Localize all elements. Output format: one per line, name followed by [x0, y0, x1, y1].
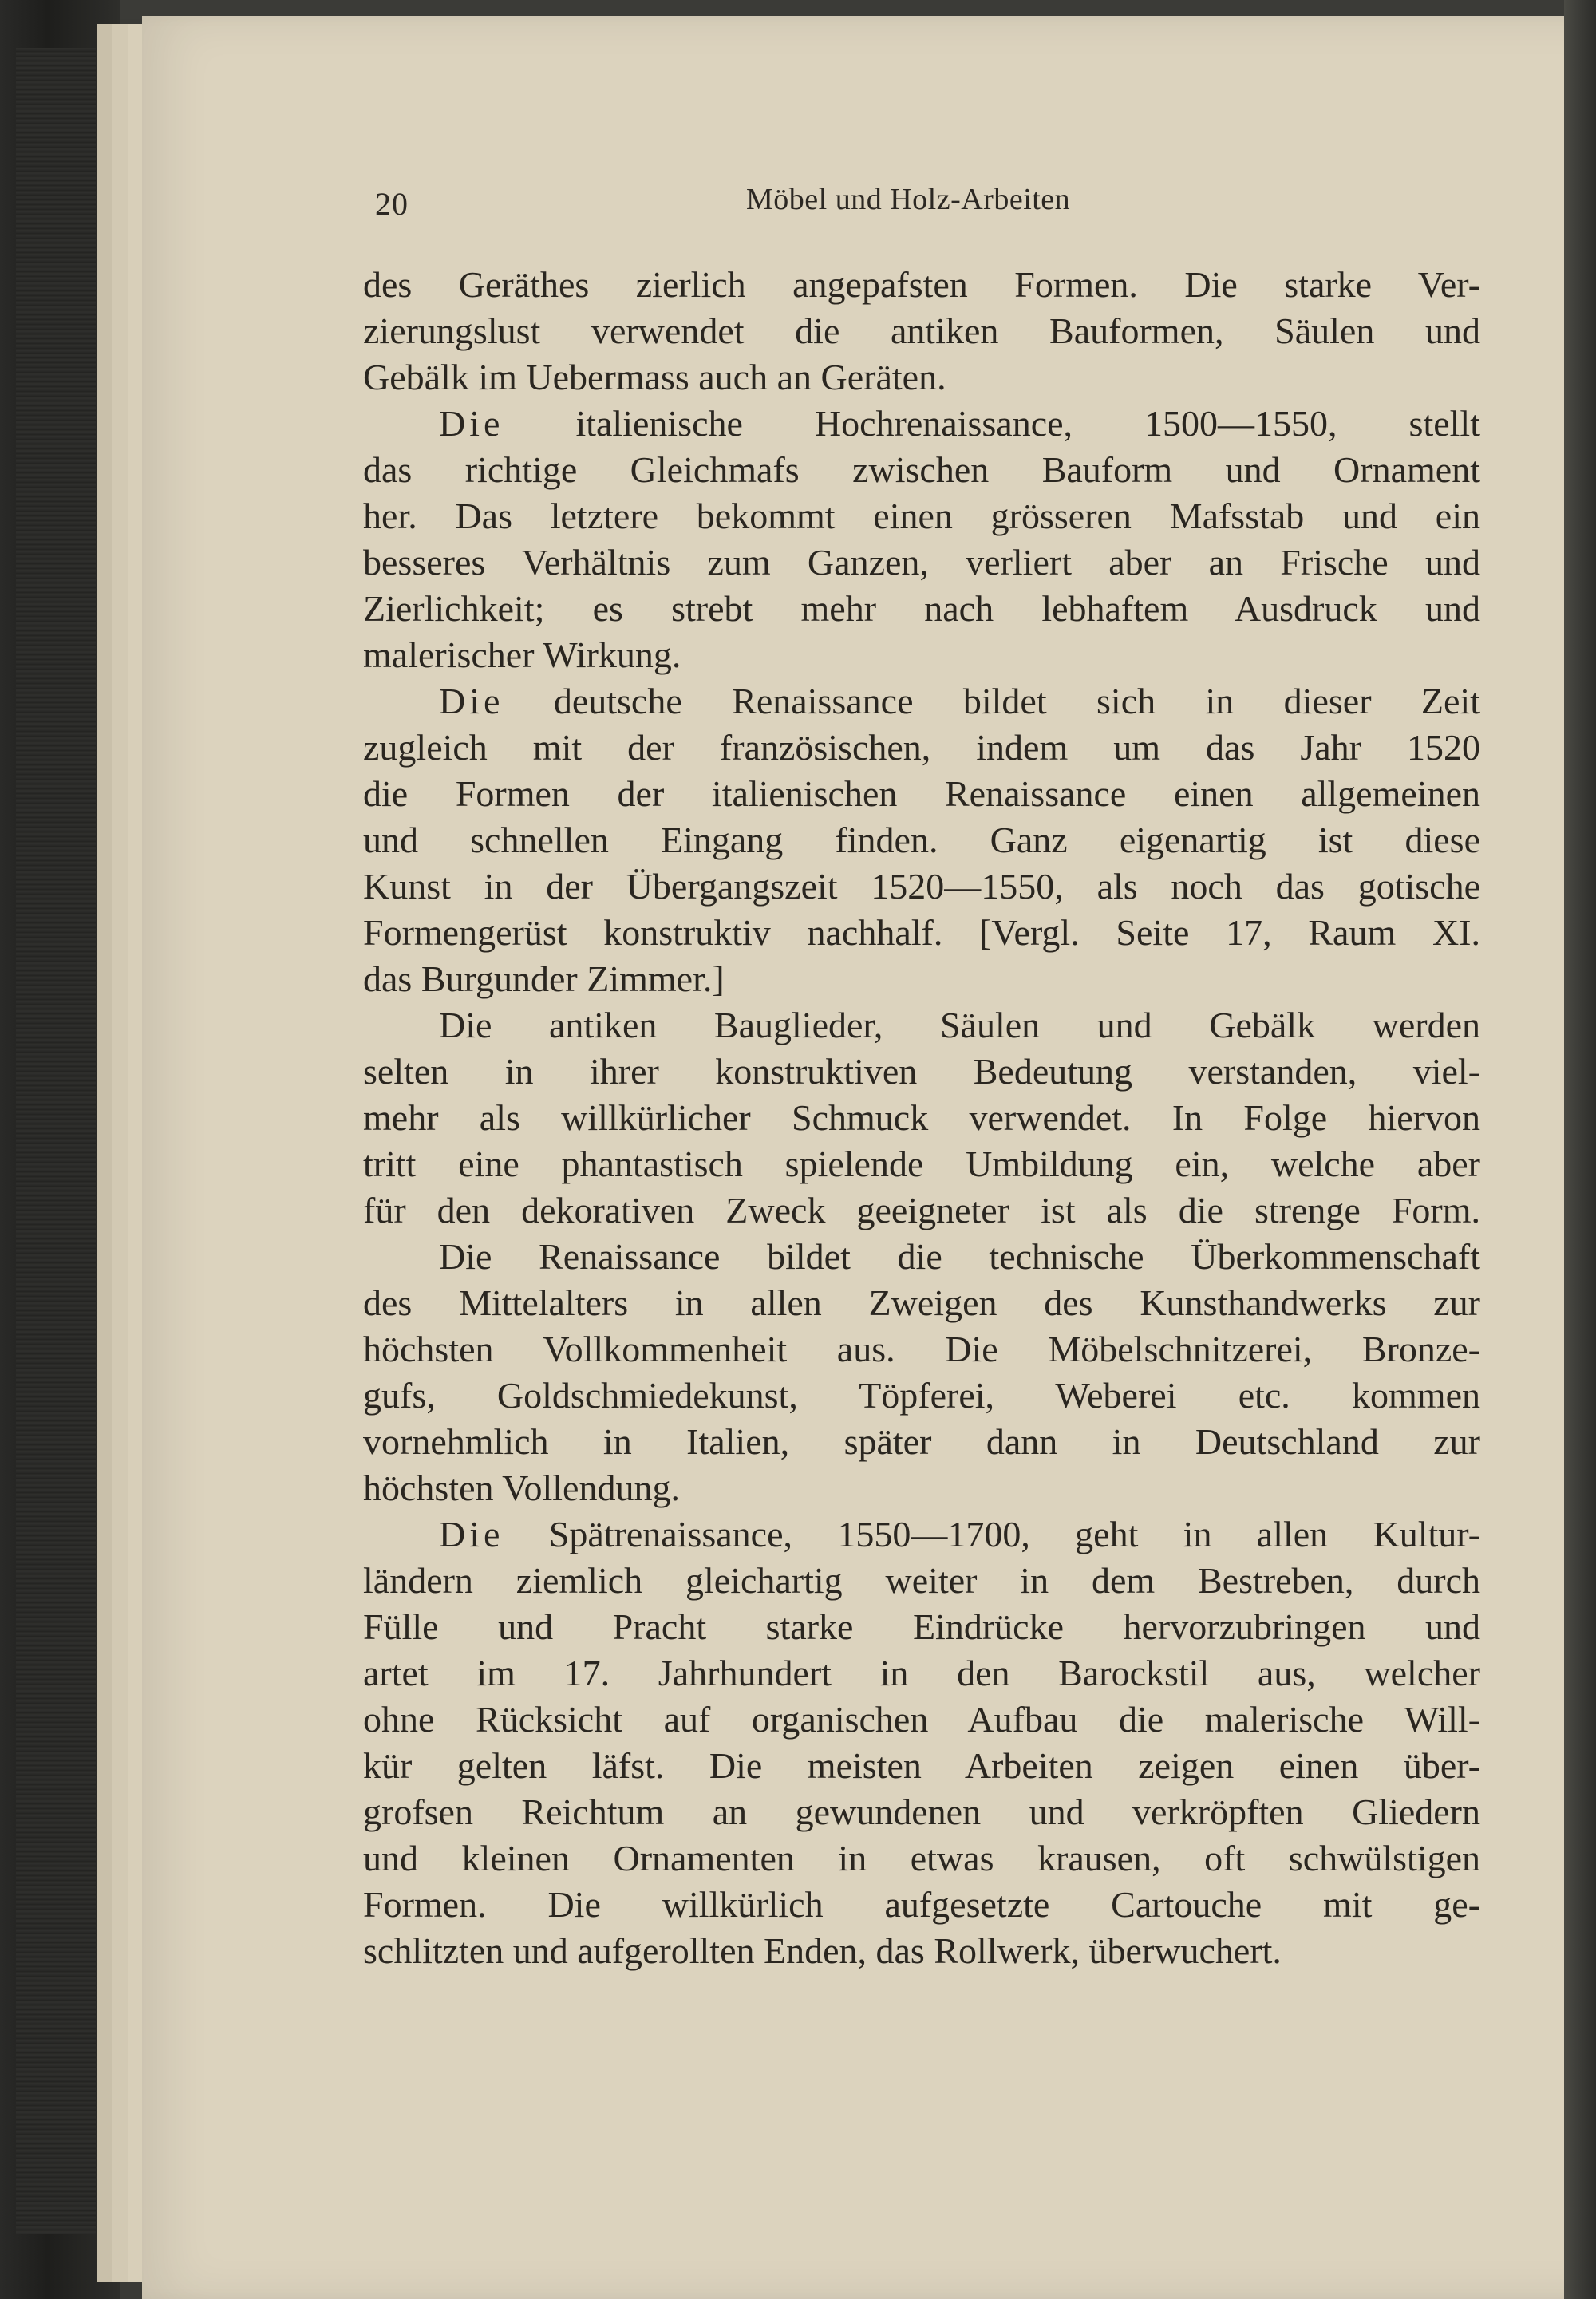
- text-line: Kunst in der Übergangszeit 1520—1550, als noch das gotische: [363, 866, 1480, 907]
- text-line: tritt eine phantastisch spielende Umbildung ein, welche aber: [363, 1144, 1480, 1184]
- text-line: gufs, Goldschmiedekunst, Töpferei, Weberei etc. kommen: [363, 1375, 1480, 1416]
- text-line: ländern ziemlich gleichartig weiter in dem Bestreben, durch: [363, 1560, 1480, 1601]
- text-line: des Mittelalters in allen Zweigen des Kunsthandwerks zur: [363, 1282, 1480, 1323]
- spaced-lead-word: Die: [439, 1514, 504, 1554]
- text-line: und schnellen Eingang finden. Ganz eigenartig ist diese: [363, 820, 1480, 860]
- text-line: Fülle und Pracht starke Eindrücke hervorzubringen und: [363, 1606, 1480, 1647]
- text-line: vornehmlich in Italien, später dann in Deutschland zur: [363, 1421, 1480, 1462]
- text-line: her. Das letztere bekommt einen grösseren Mafsstab und ein: [363, 496, 1480, 536]
- cover-binding-texture: [16, 48, 96, 2234]
- text-line: kür gelten läfst. Die meisten Arbeiten zeigen einen über-: [363, 1745, 1480, 1786]
- facing-page-edge: [1564, 0, 1596, 2299]
- text-line: zugleich mit der französischen, indem um das Jahr 1520: [363, 727, 1480, 768]
- text-line: Formen. Die willkürlich aufgesetzte Cartouche mit ge-: [363, 1884, 1480, 1925]
- text-line: ohne Rücksicht auf organischen Aufbau die malerische Will-: [363, 1699, 1480, 1740]
- page-number: 20: [375, 186, 409, 222]
- text-line: besseres Verhältnis zum Ganzen, verliert aber an Frische und: [363, 542, 1480, 583]
- text-line: das richtige Gleichmafs zwischen Bauform und Ornament: [363, 449, 1480, 490]
- text-line: höchsten Vollendung.: [363, 1467, 680, 1508]
- text-line: artet im 17. Jahrhundert in den Barockstil aus, welcher: [363, 1653, 1480, 1693]
- text-line: des Geräthes zierlich angepafsten Formen. Die starke Ver-: [363, 264, 1480, 305]
- text-line: Zierlichkeit; es strebt mehr nach lebhaftem Ausdruck und: [363, 588, 1480, 629]
- text-line: die Formen der italienischen Renaissance einen allgemeinen: [363, 773, 1480, 814]
- text-line: malerischer Wirkung.: [363, 634, 681, 675]
- text-line: und kleinen Ornamenten in etwas krausen, oft schwülstigen: [363, 1838, 1480, 1878]
- text-line-rest: italienische Hochrenaissance, 1500—1550, stellt: [575, 403, 1480, 444]
- text-line: zierungslust verwendet die antiken Bauformen, Säulen und: [363, 310, 1480, 351]
- text-line: höchsten Vollkommenheit aus. Die Möbelschnitzerei, Bronze-: [363, 1329, 1480, 1369]
- text-line: für den dekorativen Zweck geeigneter ist als die strenge Form.: [363, 1190, 1480, 1230]
- body-text: [363, 262, 1480, 1974]
- text-line: das Burgunder Zimmer.]: [363, 958, 725, 999]
- text-line: mehr als willkürlicher Schmuck verwendet. In Folge hiervon: [363, 1097, 1480, 1138]
- text-line: Die Renaissance bildet die technische Überkommenschaft: [439, 1236, 1480, 1277]
- running-head: Möbel und Holz-Arbeiten: [746, 183, 1071, 216]
- text-line: Formengerüst konstruktiv nachhalf. [Vergl. Seite 17, Raum XI.: [363, 912, 1480, 953]
- text-line: [363, 678, 1480, 725]
- text-line: [363, 401, 1480, 447]
- text-line-rest: Spätrenaissance, 1550—1700, geht in allen Kultur-: [548, 1514, 1480, 1554]
- text-line: selten in ihrer konstruktiven Bedeutung verstanden, viel-: [363, 1051, 1480, 1092]
- text-line-rest: deutsche Renaissance bildet sich in dieser Zeit: [553, 681, 1480, 721]
- text-line: [363, 1511, 1480, 1558]
- text-line: Gebälk im Uebermass auch an Geräten.: [363, 357, 946, 397]
- text-line: Die antiken Bauglieder, Säulen und Gebälk werden: [439, 1005, 1480, 1045]
- spaced-lead-word: Die: [439, 681, 504, 721]
- text-line: schlitzten und aufgerollten Enden, das Rollwerk, überwuchert.: [363, 1930, 1282, 1971]
- text-line: grofsen Reichtum an gewundenen und verkröpften Gliedern: [363, 1791, 1480, 1832]
- spaced-lead-word: Die: [439, 403, 504, 444]
